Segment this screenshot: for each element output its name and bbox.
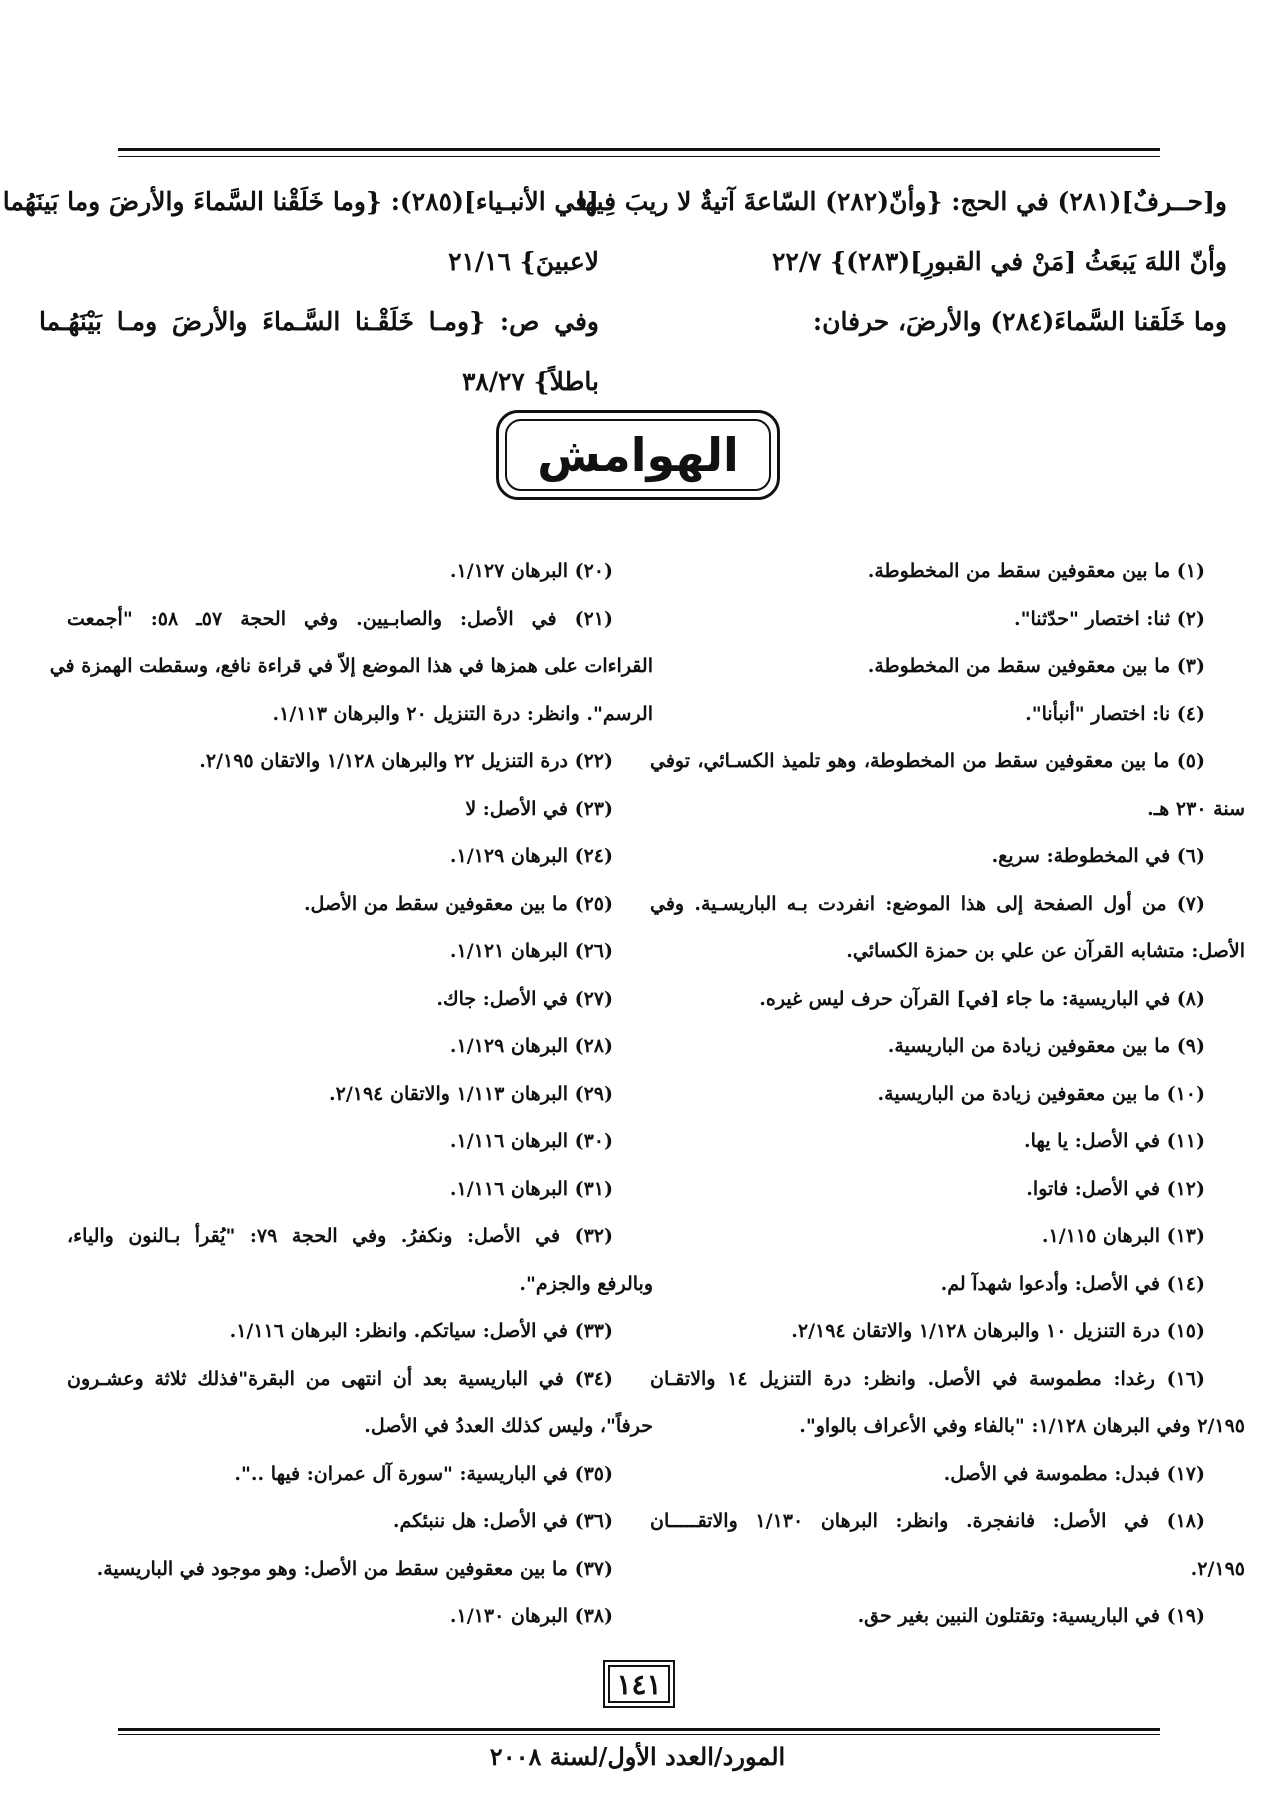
footnote-line: (١١) في الأصل: يا يها. [1024,1130,1205,1152]
footnote-line: (١٩) في الباريسية: وتقتلون النبين بغير حق. [857,1605,1205,1627]
top-text-left-column [2,172,599,412]
footnote-line: (١) ما بين معقوفين سقط من المخطوطة. [867,560,1205,582]
footnote-line: (١٢) في الأصل: فاتوا. [1026,1177,1205,1200]
footnote-line: (٣٧) ما بين معقوفين سقط من الأصل: وهو موجود في الباريسية. [96,1557,613,1580]
top-text-line: وفي ص: {ومـا خَلَقْـنا السَّـماءَ والأرضَ ومـا بَيْنَهُـما [39,307,599,336]
footnote-line: (٢٥) ما بين معقوفين سقط من الأصل. [303,892,613,915]
section-title: الهوامش [537,428,739,482]
page-number-frame [603,1660,675,1708]
footnote-line: (٣٠) البرهان ١/١١٦. [449,1130,613,1152]
section-title-inner-frame [505,419,771,491]
footnote-line: (٥) ما بين معقوفين سقط من المخطوطة، وهو تلميذ الكسـائي، توفي [650,750,1205,772]
top-text-line: باطلاً} ٣٨/٢٧ [461,367,599,396]
footnotes-left-column [49,548,653,1641]
top-text-line: [في الأنبـياء](٢٨٥): {وما خَلَقْنا السَّماءَ والأرضَ وما بَينَهُما [2,187,599,216]
footnote-line: (١٧) فبدل: مطموسة في الأصل. [943,1462,1205,1485]
footnote-line: حرفاً"، وليس كذلك العددُ في الأصل. [364,1415,653,1437]
footnote-line: (٣٣) في الأصل: سياتكم. وانظر: البرهان ١/١١٦. [229,1320,613,1342]
footnote-line: (١٨) في الأصل: فانفجرة. وانظر: البرهان ١/١٣٠ والاتقـــــان [650,1510,1205,1532]
footnote-line: (٣٥) في الباريسية: "سورة آل عمران: فيها ..". [234,1462,613,1485]
footnote-line: (١٣) البرهان ١/١١٥. [1041,1225,1205,1247]
footnote-line: (٣١) البرهان ١/١١٦. [449,1177,613,1200]
bottom-rule [118,1728,1160,1731]
footnote-line: (٢١) في الأصل: والصابـيين. وفي الحجة ٥٧ـ ٥٨: "أجمعت [67,607,613,630]
page-number: ١٤١ [608,1665,670,1703]
footnote-line: (٣٤) في الباريسية بعد أن انتهى من البقرة"فذلك ثلاثة وعشـرون [67,1367,613,1390]
footnote-line: (٣٢) في الأصل: ونكفرُ. وفي الحجة ٧٩: "يُقرأ بـالنون والياء، [67,1225,614,1247]
footnote-line: (٢٤) البرهان ١/١٢٩. [449,845,613,867]
top-text-line: و[حــرفٌ](٢٨١) في الحج: {وأنّ(٢٨٢) السّاعةَ آتيةٌ لا ريبَ فِيها [577,187,1227,216]
top-text-line: وأنّ اللهَ يَبعَثُ [مَنْ في القبورِ](٢٨٣)} ٢٢/٧ [771,247,1227,276]
footnote-line: (١٤) في الأصل: وأدعوا شهدآ لم. [940,1272,1205,1295]
top-text-line: وما خَلَقنا السَّماءَ(٢٨٤) والأرضَ، حرفان: [812,307,1227,336]
footnote-line: (٤) نا: اختصار "أنبأنا". [1025,702,1205,725]
footnote-line: الأصل: متشابه القرآن عن علي بن حمزة الكسائي. [846,940,1245,962]
footnote-line: (٩) ما بين معقوفين زيادة من الباريسية. [887,1035,1205,1057]
footnote-line: (٢٩) البرهان ١/١١٣ والاتقان ٢/١٩٤. [328,1082,613,1105]
footnote-line: (١٦) رغدا: مطموسة في الأصل. وانظر: درة التنزيل ١٤ والاتقـان [650,1367,1205,1390]
footnote-line: سنة ٢٣٠ هـ. [1147,797,1245,820]
footnote-line: (١٥) درة التنزيل ١٠ والبرهان ١/١٢٨ والاتقان ٢/١٩٤. [791,1320,1205,1342]
footnote-line: (٢٧) في الأصل: جاك. [436,987,613,1010]
footnote-line: (٢٢) درة التنزيل ٢٢ والبرهان ١/١٢٨ والاتقان ٢/١٩٥. [199,750,613,772]
top-text-line: لاعبينَ} ٢١/١٦ [448,247,599,276]
top-rule-thin [118,156,1160,157]
running-footer: المورد/العدد الأول/لسنة ٢٠٠٨ [489,1742,786,1771]
footnotes-right-column [650,548,1245,1641]
footnote-line: القراءات على همزها في هذا الموضع إلاّ في قراءة نافع، وسقطت الهمزة في [49,655,653,677]
top-rule [118,148,1160,151]
footnote-line: الرسم". وانظر: درة التنزيل ٢٠ والبرهان ١/١١٣. [272,702,653,725]
footnote-line: (٢٣) في الأصل: لا [465,797,613,820]
footnote-line: (٦) في المخطوطة: سريع. [991,845,1205,867]
bottom-rule-thin [118,1734,1160,1735]
footnote-line: (٢) ثنا: اختصار "حدّثنا". [1013,607,1205,630]
section-title-frame [496,410,780,500]
footnote-line: (١٠) ما بين معقوفين زيادة من الباريسية. [877,1082,1205,1105]
footnote-line: ٢/١٩٥ وفي البرهان ١/١٢٨: "بالفاء وفي الأعراف بالواو". [799,1415,1245,1437]
top-text-right-column [577,172,1227,352]
footnote-line: (٣٦) في الأصل: هل ننبئكم. [392,1510,613,1532]
footnote-line: (٢٦) البرهان ١/١٢١. [449,940,613,962]
footnote-line: (٧) من أول الصفحة إلى هذا الموضع: انفردت بـه الباريسـية. وفي [650,892,1205,915]
footnote-line: (٢٨) البرهان ١/١٢٩. [449,1035,613,1057]
footnote-line: (٣٨) البرهان ١/١٣٠. [449,1605,613,1627]
footnote-line: (٢٠) البرهان ١/١٢٧. [449,560,613,582]
footnote-line: (٨) في الباريسية: ما جاء [في] القرآن حرف ليس غيره. [759,987,1205,1010]
footnote-line: وبالرفع والجزم". [519,1272,653,1295]
footnote-line: (٣) ما بين معقوفين سقط من المخطوطة. [867,655,1205,677]
footnote-line: ٢/١٩٥. [1190,1557,1245,1580]
